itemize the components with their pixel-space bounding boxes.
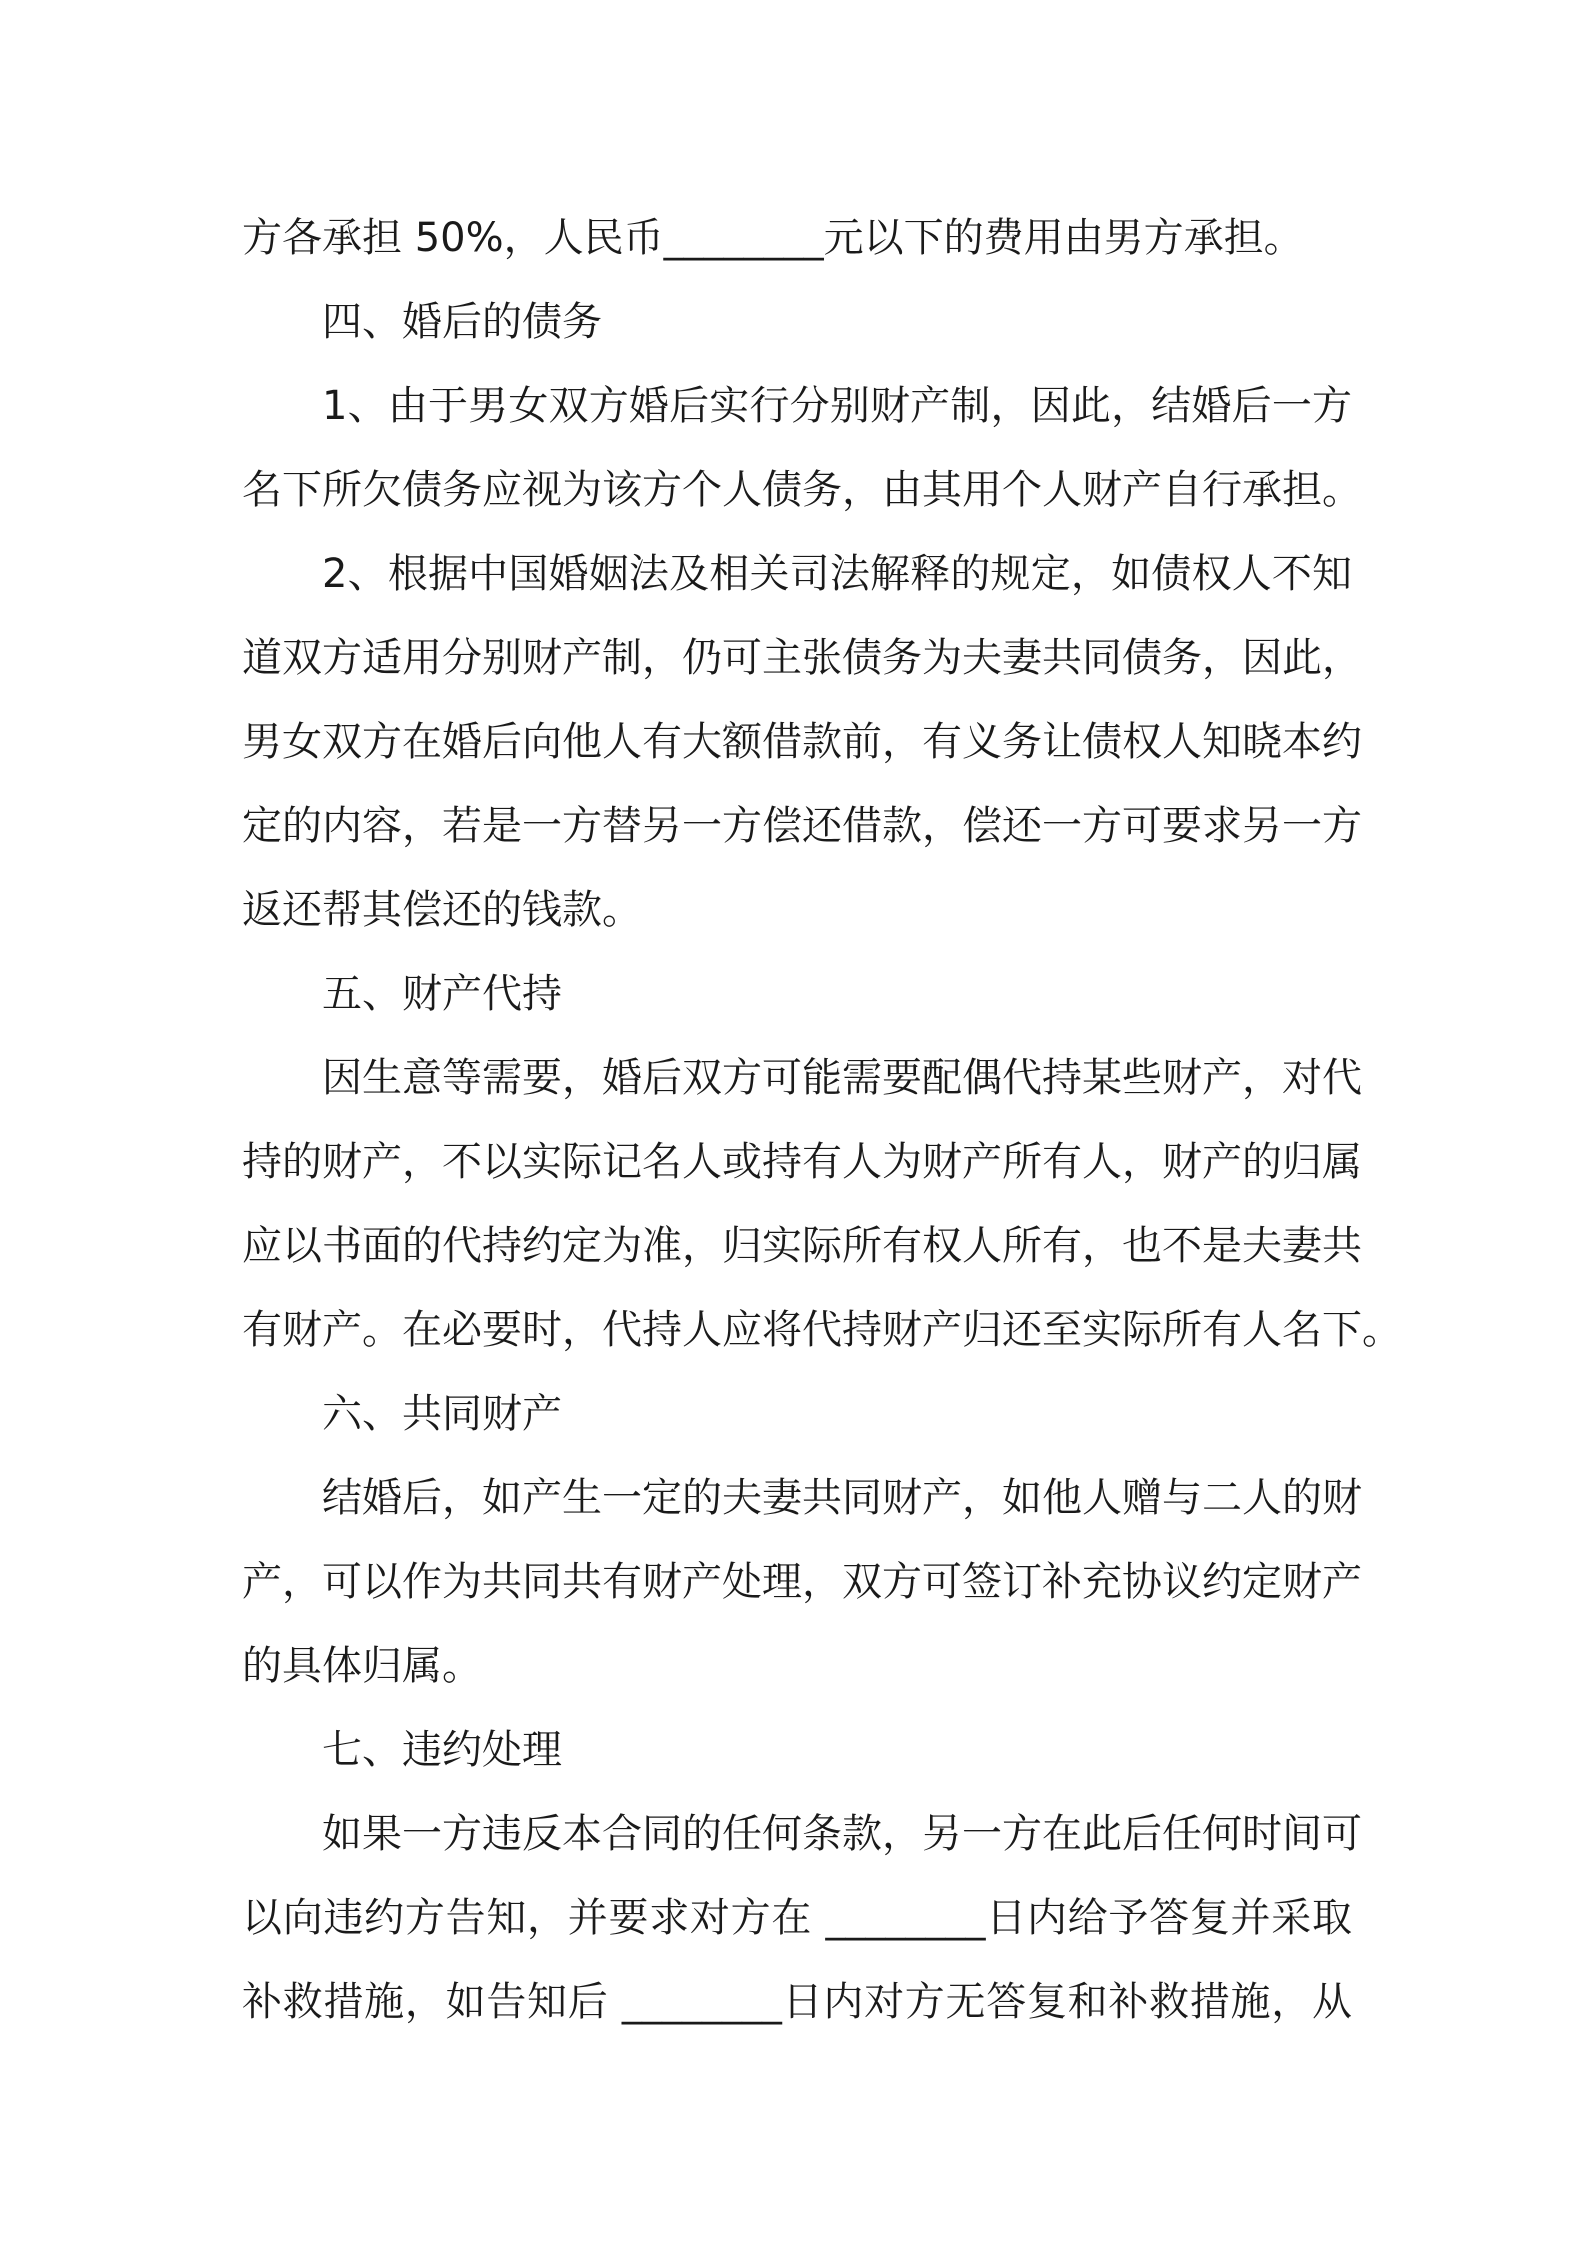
paragraph-line: 结婚后，如产生一定的夫妻共同财产，如他人赠与二人的财 (322, 1475, 1362, 1521)
section-heading: 五、财产代持 (322, 971, 562, 1017)
paragraph-line: 名下所欠债务应视为该方个人债务，由其用个人财产自行承担。 (242, 467, 1362, 513)
section-heading: 四、婚后的债务 (322, 299, 602, 345)
document-body (242, 196, 1402, 2044)
paragraph-line: 男女双方在婚后向他人有大额借款前，有义务让债权人知晓本约 (242, 719, 1362, 765)
section-heading: 六、共同财产 (322, 1391, 562, 1437)
paragraph-line: 如果一方违反本合同的任何条款，另一方在此后任何时间可 (322, 1811, 1362, 1857)
paragraph-line: 定的内容，若是一方替另一方偿还借款，偿还一方可要求另一方 (242, 803, 1362, 849)
paragraph-line: 返还帮其偿还的钱款。 (242, 887, 642, 933)
paragraph-line: 1、由于男女双方婚后实行分别财产制，因此，结婚后一方 (322, 383, 1352, 429)
paragraph-line: 补救措施，如告知后 ________日内对方无答复和补救措施，从 (242, 1979, 1352, 2025)
paragraph-line: 持的财产，不以实际记名人或持有人为财产所有人，财产的归属 (242, 1139, 1362, 1185)
paragraph-line: 产，可以作为共同共有财产处理，双方可签订补充协议约定财产 (242, 1559, 1362, 1605)
section-heading: 七、违约处理 (322, 1727, 562, 1773)
paragraph-line: 以向违约方告知，并要求对方在 ________日内给予答复并采取 (242, 1895, 1352, 1941)
paragraph-line: 2、根据中国婚姻法及相关司法解释的规定，如债权人不知 (322, 551, 1352, 597)
paragraph-line: 的具体归属。 (242, 1643, 482, 1689)
paragraph-line: 有财产。在必要时，代持人应将代持财产归还至实际所有人名下。 (242, 1307, 1402, 1353)
paragraph-line: 应以书面的代持约定为准，归实际所有权人所有，也不是夫妻共 (242, 1223, 1362, 1269)
paragraph-line: 因生意等需要，婚后双方可能需要配偶代持某些财产，对代 (322, 1055, 1362, 1101)
paragraph-line: 道双方适用分别财产制，仍可主张债务为夫妻共同债务，因此， (242, 635, 1362, 681)
paragraph-line: 方各承担 50%，人民币________元以下的费用由男方承担。 (242, 215, 1304, 261)
